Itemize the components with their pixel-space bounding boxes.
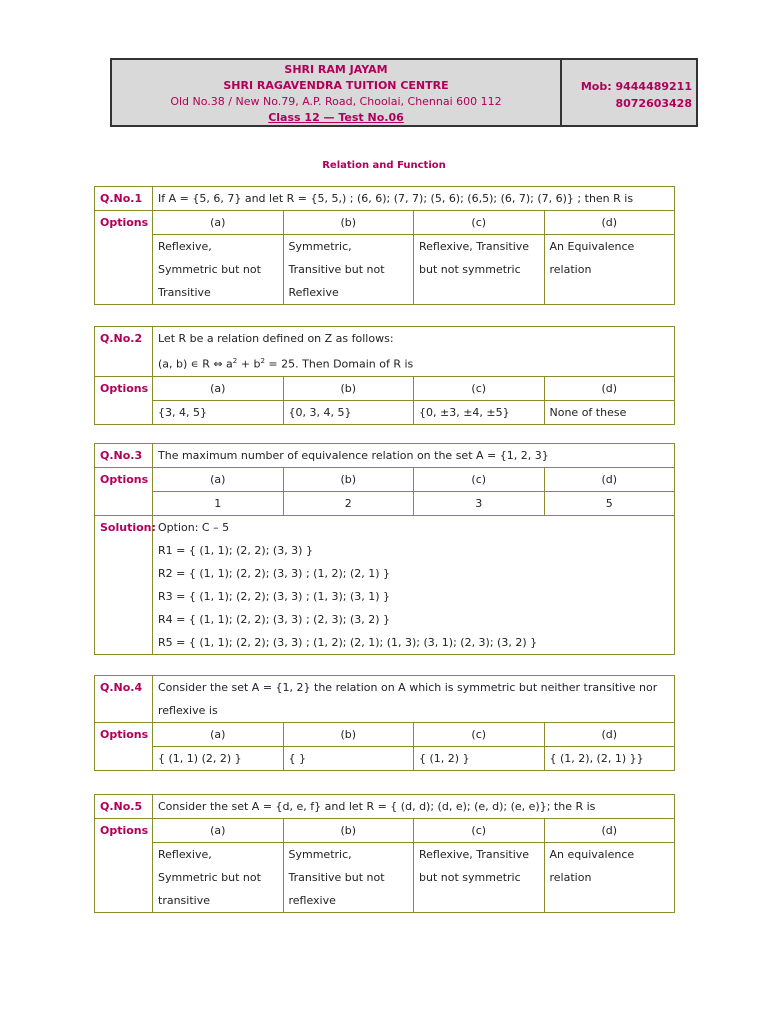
topic-title: Relation and Function <box>322 160 446 171</box>
q1-text: If A = {5, 6, 7} and let R = {5, 5,) ; (6, 6); (7, 7); (5, 6); (6,5); (6, 7); (7, 6)} ; then R is <box>153 187 675 211</box>
q4-option-c: { (1, 2) } <box>414 747 545 771</box>
q1-b-line2: Transitive but not <box>288 263 385 276</box>
q3-option-c: 3 <box>414 492 545 516</box>
q4-option-d: { (1, 2), (2, 1) }} <box>544 747 675 771</box>
q3-solution-line1: Option: C – 5 <box>158 521 230 534</box>
question-1-table <box>94 186 675 305</box>
q3-solution-line5: R4 = { (1, 1); (2, 2); (3, 3) ; (2, 3); (3, 2) } <box>158 613 391 626</box>
q1-head-d: (d) <box>544 211 675 235</box>
q4-head-d: (d) <box>544 723 675 747</box>
q1-number: Q.No.1 <box>95 187 153 211</box>
q5-head-b: (b) <box>283 819 414 843</box>
q3-text: The maximum number of equivalence relation on the set A = {1, 2, 3} <box>153 444 675 468</box>
question-4-table <box>94 675 675 771</box>
q5-a-line2: Symmetric but not <box>158 871 261 884</box>
q2-text2-mid: + b <box>237 357 261 371</box>
q5-a-line3: transitive <box>158 894 210 907</box>
q3-option-d: 5 <box>544 492 675 516</box>
q3-solution-line3: R2 = { (1, 1); (2, 2); (3, 3) ; (1, 2); (2, 1) } <box>158 567 391 580</box>
q4-option-b: { } <box>283 747 414 771</box>
q3-solution-line6: R5 = { (1, 1); (2, 2); (3, 3) ; (1, 2); (2, 1); (1, 3); (3, 1); (2, 3); (3, 2) } <box>158 636 538 649</box>
header-class-test: Class 12 — Test No.06 <box>268 111 404 124</box>
q1-d-line1: An Equivalence <box>549 240 635 253</box>
header-address: Old No.38 / New No.79, A.P. Road, Choolai, Chennai 600 112 <box>170 95 502 108</box>
q1-option-d <box>544 235 675 305</box>
q3-head-b: (b) <box>283 468 414 492</box>
q3-option-a: 1 <box>153 492 284 516</box>
q1-head-b: (b) <box>283 211 414 235</box>
q2-text-line2 <box>158 350 669 376</box>
q1-head-a: (a) <box>153 211 284 235</box>
q5-d-line1: An equivalence <box>549 848 635 861</box>
header-line1: SHRI RAM JAYAM <box>284 63 388 76</box>
q4-head-b: (b) <box>283 723 414 747</box>
q5-option-d <box>544 843 675 913</box>
q4-option-a: { (1, 1) (2, 2) } <box>153 747 284 771</box>
q2-number: Q.No.2 <box>95 327 153 377</box>
q2-sup-b: 2 <box>260 357 265 365</box>
q3-head-c: (c) <box>414 468 545 492</box>
q3-head-d: (d) <box>544 468 675 492</box>
q1-c-line1: Reflexive, Transitive <box>419 240 530 253</box>
q5-c-line1: Reflexive, Transitive <box>419 848 530 861</box>
q5-option-c <box>414 843 545 913</box>
q1-d-line2: relation <box>549 263 592 276</box>
header-line2: SHRI RAGAVENDRA TUITION CENTRE <box>223 79 449 92</box>
q5-b-line3: reflexive <box>288 894 336 907</box>
q5-option-a <box>153 843 284 913</box>
q5-number: Q.No.5 <box>95 795 153 819</box>
q5-head-a: (a) <box>153 819 284 843</box>
question-3-table <box>94 443 675 655</box>
q2-options-label: Options <box>95 376 153 424</box>
header-mobile: Mob: 9444489211 <box>580 80 692 93</box>
q3-head-a: (a) <box>153 468 284 492</box>
q1-b-line1: Symmetric, <box>288 240 352 253</box>
q1-head-c: (c) <box>414 211 545 235</box>
q3-number: Q.No.3 <box>95 444 153 468</box>
q4-options-label: Options <box>95 723 153 771</box>
q5-b-line1: Symmetric, <box>288 848 352 861</box>
q2-head-a: (a) <box>153 376 284 400</box>
q1-a-line1: Reflexive, <box>158 240 212 253</box>
q3-options-label: Options <box>95 468 153 516</box>
q2-text <box>153 327 675 377</box>
q2-text-line1: Let R be a relation defined on Z as follows: <box>158 332 394 345</box>
q5-text: Consider the set A = {d, e, f} and let R = { (d, d); (d, e); (e, d); (e, e)}; the R is <box>153 795 675 819</box>
q2-option-a: {3, 4, 5} <box>153 400 284 424</box>
q5-option-b <box>283 843 414 913</box>
q5-head-c: (c) <box>414 819 545 843</box>
q5-d-line2: relation <box>549 871 592 884</box>
q1-options-label: Options <box>95 211 153 305</box>
q1-option-a <box>153 235 284 305</box>
q4-head-a: (a) <box>153 723 284 747</box>
q5-options-label: Options <box>95 819 153 913</box>
q1-option-b <box>283 235 414 305</box>
q2-text2-post: = 25. Then Domain of R is <box>264 357 414 371</box>
header-contact <box>562 60 696 125</box>
q4-text-line1: Consider the set A = {1, 2} the relation on A which is symmetric but neither transitive nor <box>158 681 658 694</box>
q4-text <box>153 676 675 723</box>
q2-text2-pre: (a, b) ∊ R ⇔ a <box>158 357 233 371</box>
q5-c-line2: but not symmetric <box>419 871 521 884</box>
q5-a-line1: Reflexive, <box>158 848 212 861</box>
q3-option-b: 2 <box>283 492 414 516</box>
q4-text-line2: reflexive is <box>158 704 218 717</box>
header-box <box>110 58 698 127</box>
q2-option-c: {0, ±3, ±4, ±5} <box>414 400 545 424</box>
header-title-block <box>112 60 562 125</box>
q3-solution-line4: R3 = { (1, 1); (2, 2); (3, 3) ; (1, 3); (3, 1) } <box>158 590 391 603</box>
q1-b-line3: Reflexive <box>288 286 339 299</box>
q1-c-line2: but not symmetric <box>419 263 521 276</box>
q4-number: Q.No.4 <box>95 676 153 723</box>
q2-head-b: (b) <box>283 376 414 400</box>
q3-solution-line2: R1 = { (1, 1); (2, 2); (3, 3) } <box>158 544 313 557</box>
q2-head-d: (d) <box>544 376 675 400</box>
question-5-table <box>94 794 675 913</box>
q1-option-c <box>414 235 545 305</box>
q2-option-d: None of these <box>544 400 675 424</box>
q3-solution-label: Solution: <box>95 516 153 655</box>
q3-solution <box>153 516 675 655</box>
q1-a-line2: Symmetric but not <box>158 263 261 276</box>
q1-a-line3: Transitive <box>158 286 211 299</box>
q5-head-d: (d) <box>544 819 675 843</box>
q4-head-c: (c) <box>414 723 545 747</box>
question-2-table <box>94 326 675 425</box>
q2-sup-a: 2 <box>232 357 238 365</box>
q5-b-line2: Transitive but not <box>288 871 385 884</box>
q2-head-c: (c) <box>414 376 545 400</box>
q2-option-b: {0, 3, 4, 5} <box>283 400 414 424</box>
header-mobile2: 8072603428 <box>615 97 692 110</box>
